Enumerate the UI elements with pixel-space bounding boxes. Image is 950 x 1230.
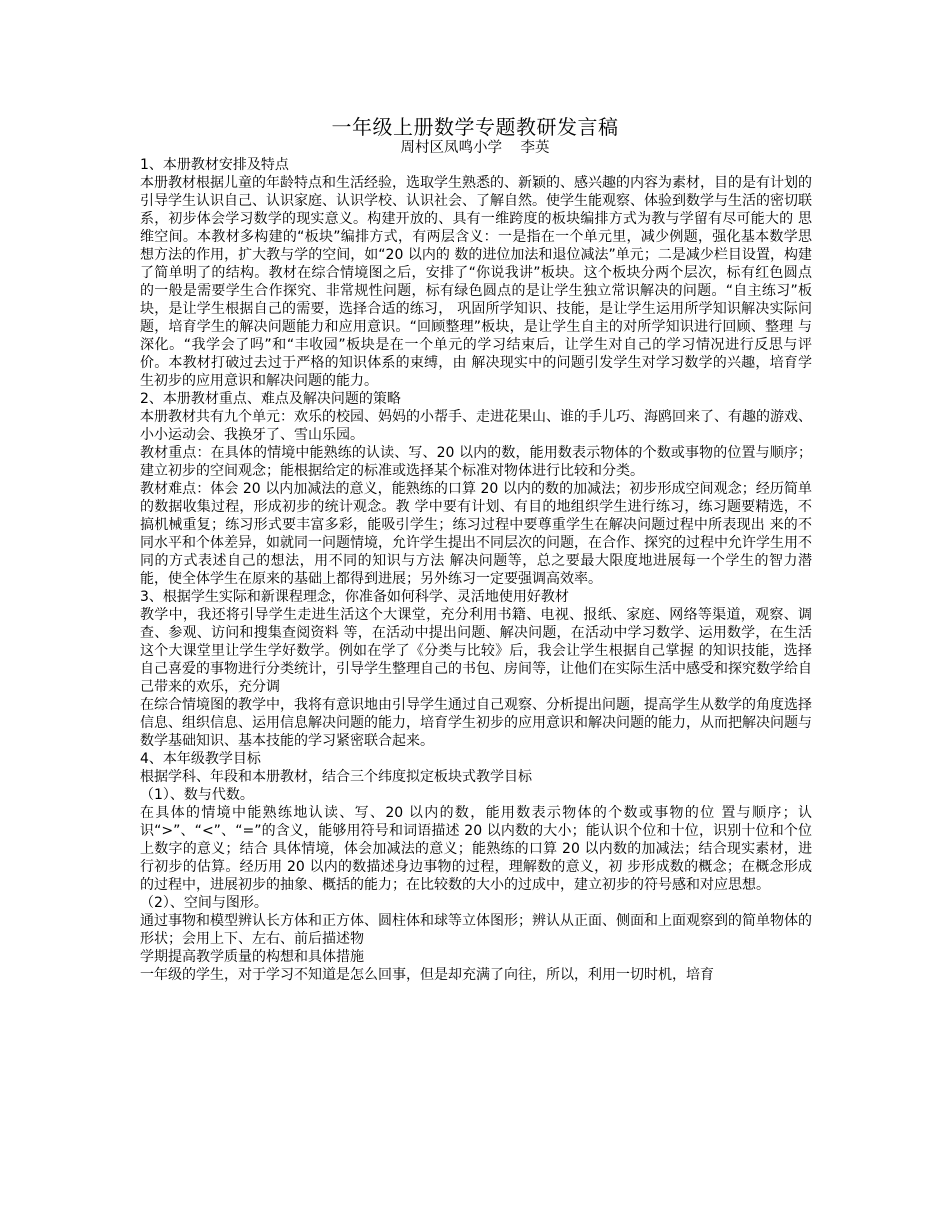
paragraph: 一年级的学生，对于学习不知道是怎么回事，但是却充满了向往，所以，利用一切时机，培育 (140, 967, 714, 983)
section-heading-2: 2、本册教材重点、难点及解决问题的策略 (140, 391, 401, 407)
paragraph: 通过事物和模型辨认长方体和正方体、圆柱体和球等立体图形；辨认从正面、侧面和上面观察到的简单物体的形状；会用上下、左右、前后描述物 (140, 913, 812, 947)
paragraph: 根据学科、年段和本册教材，结合三个纬度拟定板块式教学目标 (140, 769, 532, 785)
paragraph: 教学中，我还将引导学生走进生活这个大课堂，充分利用书籍、电视、报纸、家庭、网络等渠道，观察、调查、参观、访问和搜集查阅资料 等，在活动中提出问题、解决问题，在活动中学习数学、运用数学，在生活这个大课堂里让学生学好数学。例如在学了《分类与比较》后，我会让学生根据自己掌握 的知识技能，选择自己喜爱的事物进行分类统计，引导学生整理自己的书包、房间等，让他们在实际生活中感受和探究数学给自己带来的欢乐，充分调 (140, 607, 812, 695)
paragraph: 教材难点：体会 20 以内加减法的意义，能熟练的口算 20 以内的数的加减法；初步形成空间观念；经历简单的数据收集过程，形成初步的统计观念。教 学中要有计划、有目的地组织学生进行练习，练习题要精选，不搞机械重复；练习形式要丰富多彩，能吸引学生；练习过程中要尊重学生在解决问题过程中所表现出 来的不同水平和个体差异，如就同一问题情境，允许学生提出不同层次的问题，在合作、探究的过程中允许学生用不同的方式表述自己的想法，用不同的知识与方法 解决问题等，总之要最大限度地进展每一个学生的智力潜能，使全体学生在原来的基础上都得到进展；另外练习一定要强调高效率。 (140, 481, 812, 587)
subheading-numbers-algebra: （1）、数与代数。 (140, 787, 254, 803)
section-heading-measures: 学期提高教学质量的构想和具体措施 (140, 949, 364, 965)
document-body (140, 156, 812, 984)
document-subtitle: 周村区凤鸣小学 李英 (400, 140, 550, 156)
paragraph: 本册教材根据儿童的年龄特点和生活经验，选取学生熟悉的、新颖的、感兴趣的内容为素材，目的是有计划的引导学生认识自己、认识家庭、认识学校、认识社会、了解自然。使学生能观察、体验到数学与生活的密切联系，初步体会学习数学的现实意义。构建开放的、具有一维跨度的板块编排方式为教与学留有尽可能大的 思维空间。本教材多构建的“板块”编排方式，有两层含义：一是指在一个单元里，减少例题，强化基本数学思想方法的作用，扩大教与学的空间，如“20 以内的 数的进位加法和退位减法”单元；二是减少栏目设置，构建了简单明了的结构。教材在综合情境图之后，安排了“你说我讲”板块。这个板块分两个层次，标有红色圆点的一般是需要学生合作探究、非常规性问题，标有绿色圆点的是让学生独立常识解决的问题。“自主练习”板块，是让学生根据自己的需要，选择合适的练习， 巩固所学知识、技能，是让学生运用所学知识解决实际问题，培育学生的解决问题能力和应用意识。“回顾整理”板块，是让学生自主的对所学知识进行回顾、整理 与深化。“我学会了吗”和“丰收园”板块是在一个单元的学习结束后，让学生对自己的学习情况进行反思与评价。本教材打破过去过于严格的知识体系的束缚，由 解决现实中的问题引发学生对学习数学的兴趣，培育学生初步的应用意识和解决问题的能力。 (140, 175, 812, 389)
paragraph: 在具体的情境中能熟练地认读、写、20 以内的数，能用数表示物体的个数或事物的位 置与顺序；认识“>”、“<”、“=”的含义，能够用符号和词语描述 20 以内数的大小；能认识个位和十位，识别十位和个位上数字的意义；结合 具体情境，体会加减法的意义；能熟练的口算 20 以内数的加减法；结合现实素材，进行初步的估算。经历用 20 以内的数描述身边事物的过程，理解数的意义，初 步形成数的概念；在概念形成的过程中，进展初步的抽象、概括的能力；在比较数的大小的过成中，建立初步的符号感和对应思想。 (140, 805, 812, 893)
section-heading-4: 4、本年级教学目标 (140, 751, 261, 767)
section-heading-3: 3、根据学生实际和新课程理念，你准备如何科学、灵活地使用好教材 (140, 589, 569, 605)
paragraph: 本册教材共有九个单元：欢乐的校园、妈妈的小帮手、走进花果山、谁的手儿巧、海鸥回来了、有趣的游戏、小小运动会、我换牙了、雪山乐园。 (140, 409, 812, 443)
paragraph: 在综合情境图的教学中，我将有意识地由引导学生通过自己观察、分析提出问题，提高学生从数学的角度选择信息、组织信息、运用信息解决问题的能力，培育学生初步的应用意识和解决问题的能力，从而把解决问题与数学基础知识、基本技能的学习紧密联合起来。 (140, 697, 812, 749)
document-title: 一年级上册数学专题教研发言稿 (331, 115, 619, 139)
paragraph: 教材重点：在具体的情境中能熟练的认读、写、20 以内的数，能用数表示物体的个数或事物的位置与顺序；建立初步的空间观念；能根据给定的标准或选择某个标准对物体进行比较和分类。 (140, 445, 812, 479)
section-heading-1: 1、本册教材安排及特点 (140, 157, 289, 173)
subheading-space-shapes: （2）、空间与图形。 (140, 895, 268, 911)
